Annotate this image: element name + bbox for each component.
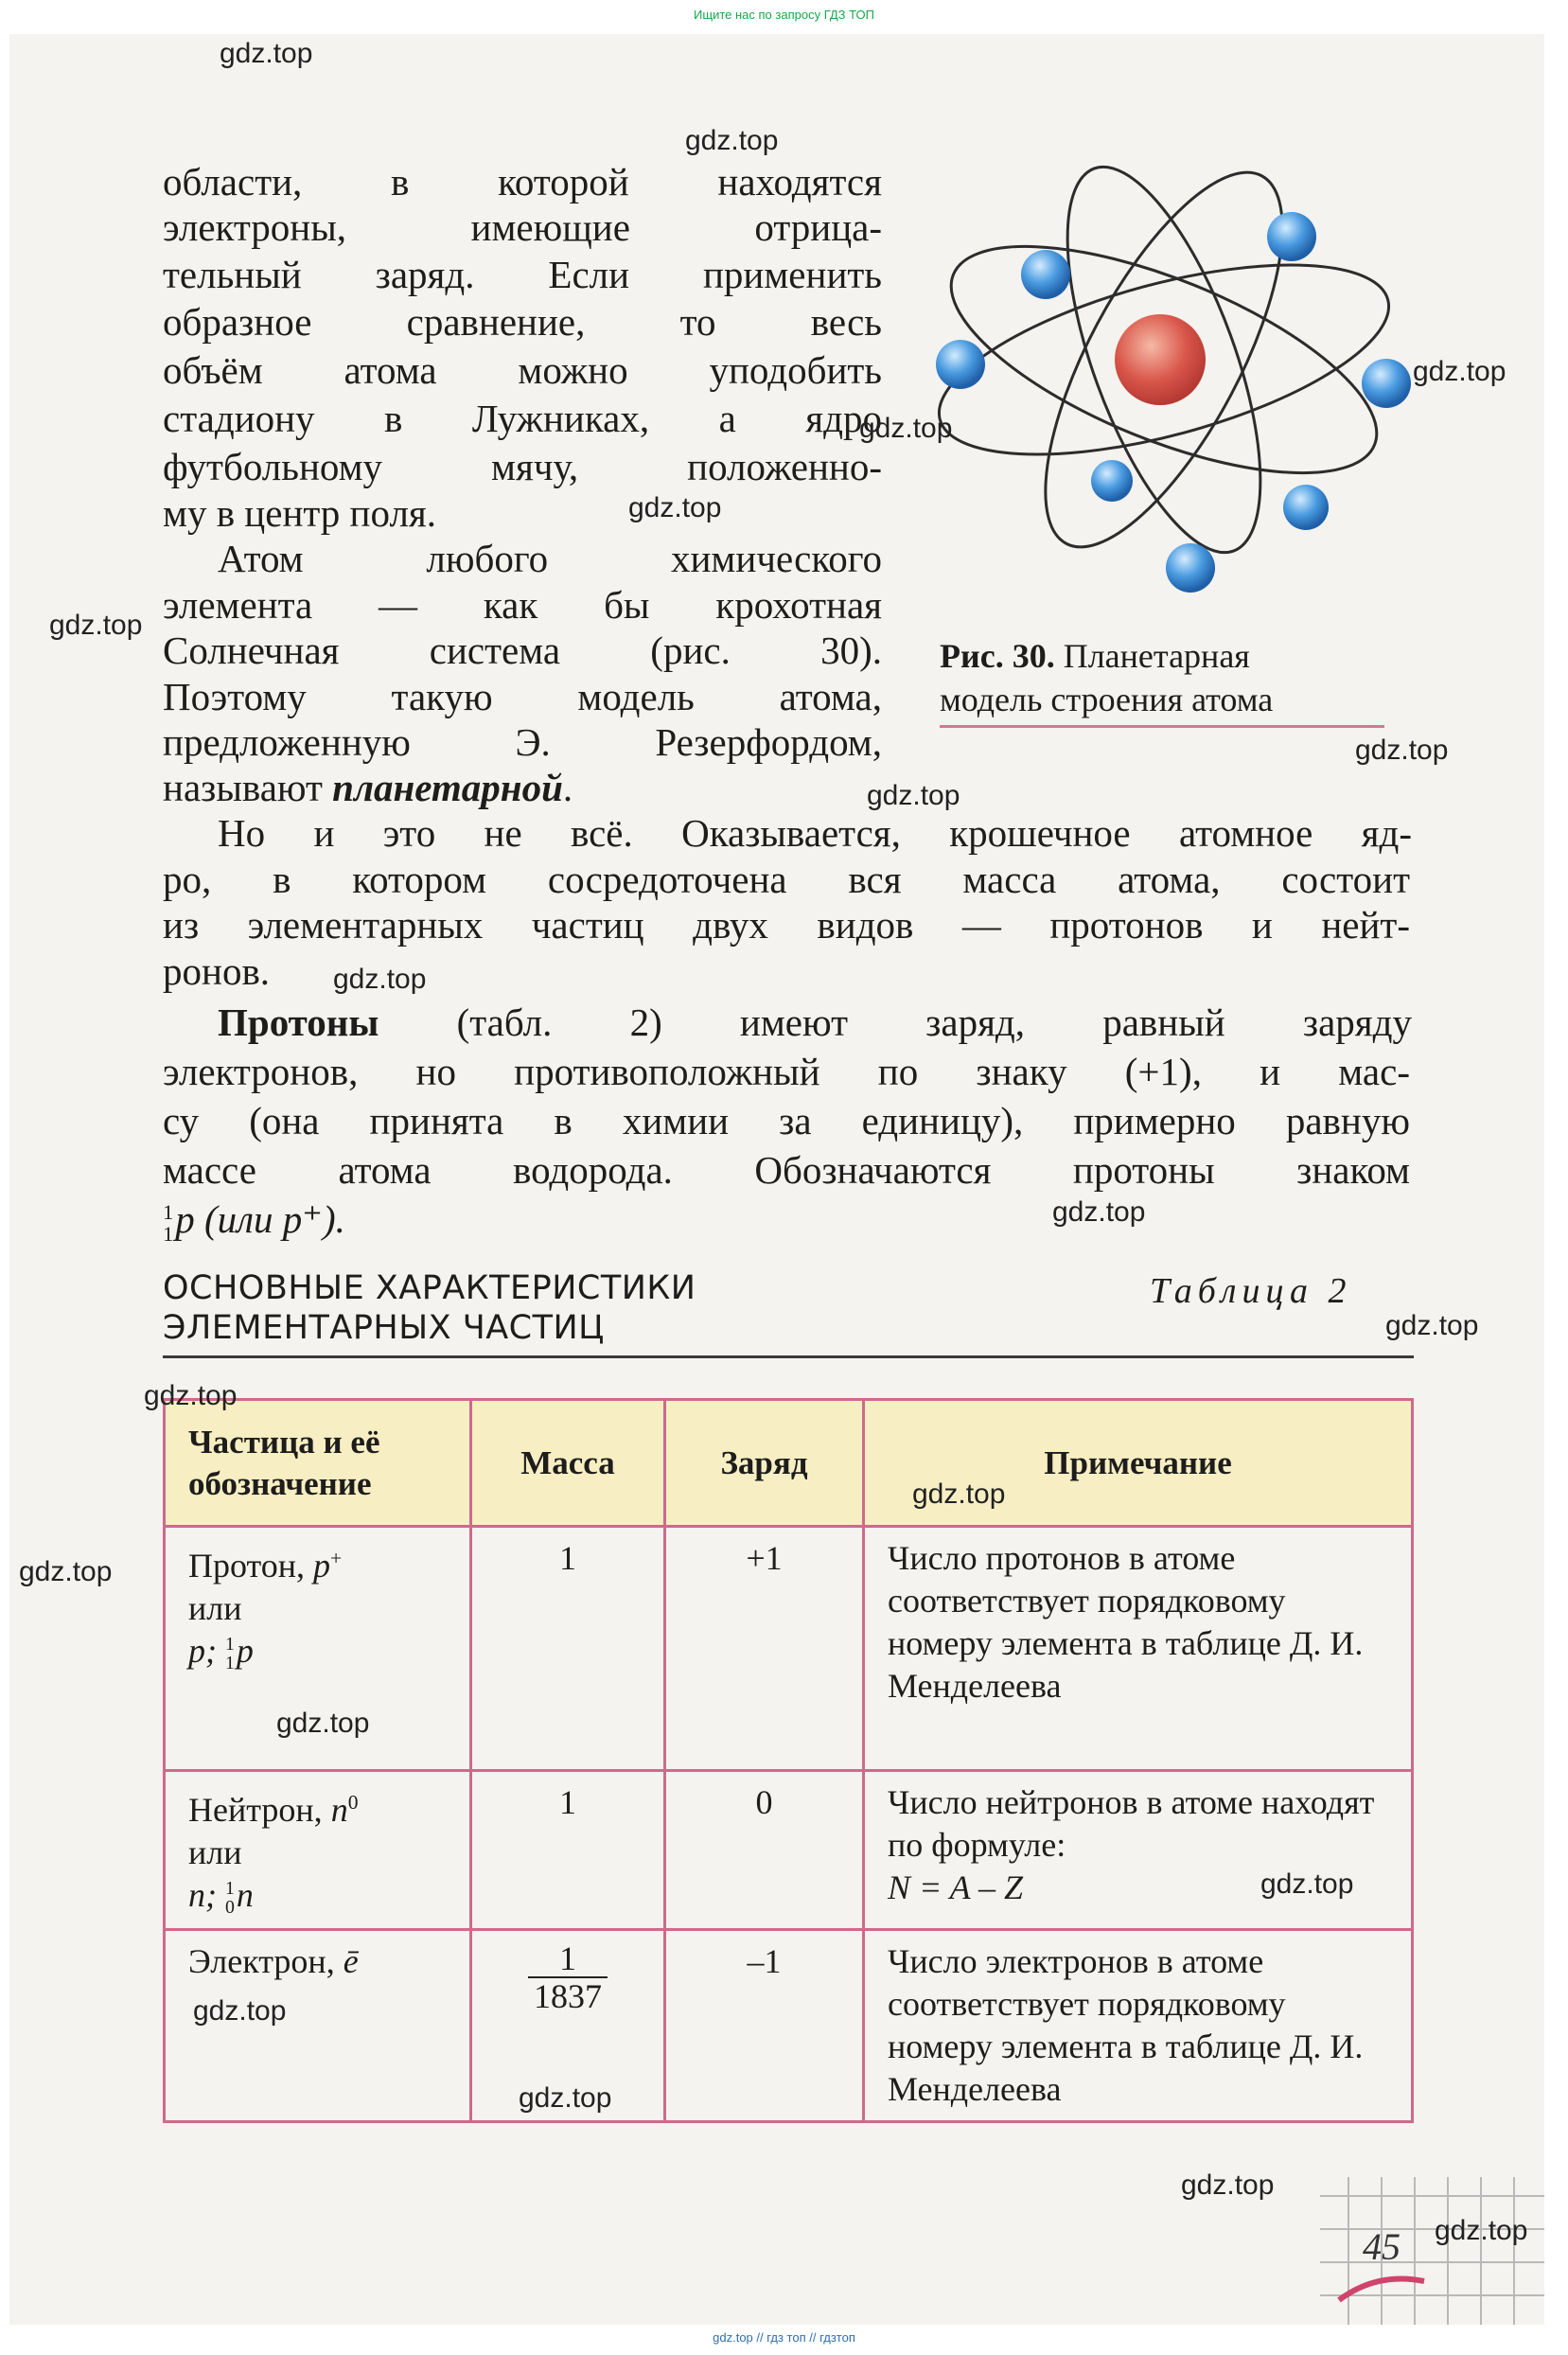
caption-text: Планетарная — [1054, 637, 1250, 675]
text-line: тельный заряд. Если применить — [163, 253, 882, 296]
watermark: gdz.top — [685, 125, 779, 156]
nuclide-index — [225, 1633, 235, 1673]
text-line: Солнечная система (рис. 30). — [163, 629, 882, 672]
text-line: Атом любого химического — [218, 537, 882, 580]
alt-symbol-line — [188, 1630, 447, 1673]
text-line — [218, 1000, 1412, 1046]
watermark: gdz.top — [333, 964, 427, 995]
caption-divider — [940, 725, 1384, 728]
note-cell: Число протонов в атоме соответствует порядковому номеру элемента в таблице Д. И. Менделеева — [864, 1527, 1413, 1771]
watermark: gdz.top — [19, 1556, 113, 1587]
page-corner-grid — [1320, 2177, 1544, 2325]
alt-symbol: p; — [188, 1632, 217, 1670]
watermark: gdz.top — [220, 38, 313, 69]
atom-figure — [927, 142, 1419, 606]
fraction-denominator: 1837 — [534, 1977, 602, 2015]
text-line: Но и это не всё. Оказывается, крошечное атомное яд- — [218, 811, 1412, 855]
note-cell — [864, 1771, 1413, 1930]
text-line: Поэтому такую модель атома, — [163, 675, 882, 718]
mass-number: 1 — [225, 1633, 235, 1655]
header-link[interactable]: Ищите нас по запросу ГДЗ ТОП — [694, 8, 874, 22]
watermark: gdz.top — [1385, 1310, 1479, 1341]
or-text: или — [188, 1589, 242, 1627]
watermark: gdz.top — [1413, 356, 1506, 387]
watermark: gdz.top — [1260, 1868, 1354, 1900]
page-number: 45 — [1363, 2225, 1401, 2268]
mass-number: 1 — [225, 1877, 235, 1899]
particle-symbol: n — [330, 1791, 348, 1829]
particle-symbol: ē — [343, 1942, 359, 1980]
watermark: gdz.top — [867, 780, 960, 811]
charge-cell: –1 — [665, 1930, 864, 2122]
note-text: Число нейтронов в атоме находят по формуле: — [888, 1783, 1375, 1864]
nuclide-symbol: p — [236, 1632, 254, 1670]
footer-link[interactable]: gdz.top // гдз топ // гдзтоп — [713, 2330, 855, 2345]
watermark: gdz.top — [1052, 1196, 1146, 1228]
mass-number: 1 — [163, 1200, 174, 1225]
text-line: из элементарных частиц двух видов — протонов и нейт- — [163, 903, 1410, 947]
emphasized-term: планетарной — [332, 766, 563, 809]
nuclide-index — [225, 1877, 235, 1918]
formula-text: N = A – Z — [888, 1868, 1024, 1906]
column-header: Частица и её обозначение — [165, 1400, 471, 1527]
watermark: gdz.top — [193, 1995, 287, 2027]
text-line: массе атома водорода. Обозначаются протоны знаком — [163, 1148, 1410, 1192]
text-fragment: называют — [163, 766, 333, 809]
caption-line: модель строения атома — [940, 681, 1274, 718]
nuclide-symbol: n — [236, 1876, 254, 1914]
text-line — [163, 765, 882, 811]
figure-label: Рис. 30. — [940, 637, 1055, 675]
note-cell: Число электронов в атоме соответствует порядковому номеру элемента в таблице Д. И. Менделеева — [864, 1930, 1413, 2122]
bold-term: Протоны — [218, 1000, 379, 1044]
watermark: gdz.top — [276, 1708, 370, 1739]
text-fragment: (табл. 2) имеют заряд, равный заряду — [379, 1000, 1412, 1044]
column-header: Заряд — [665, 1400, 864, 1527]
mass-cell: 1 — [471, 1527, 665, 1771]
text-line: электронов, но противоположный по знаку (+1), и мас- — [163, 1050, 1410, 1093]
watermark: gdz.top — [1435, 2215, 1528, 2246]
alt-symbol-line — [188, 1874, 447, 1918]
table-rule — [163, 1355, 1414, 1358]
table-title-line: ОСНОВНЫЕ ХАРАКТЕРИСТИКИ — [163, 1269, 696, 1307]
text-line: образное сравнение, то весь — [163, 300, 882, 344]
text-line: ронов. — [163, 949, 271, 993]
table-row — [165, 1930, 1413, 2122]
table-row — [165, 1771, 1413, 1930]
watermark: gdz.top — [49, 610, 143, 641]
text-fragment: . — [562, 766, 573, 809]
text-line: су (она принята в химии за единицу), примерно равную — [163, 1099, 1410, 1142]
table-caption: Таблица 2 — [1150, 1271, 1352, 1311]
nuclide-index — [163, 1202, 173, 1245]
watermark: gdz.top — [859, 413, 953, 444]
charge-cell: 0 — [665, 1771, 864, 1930]
watermark: gdz.top — [1355, 735, 1449, 766]
atomic-number: 1 — [225, 1652, 235, 1673]
or-text: или — [188, 1833, 242, 1871]
table-title — [163, 1268, 696, 1348]
text-line: ро, в котором сосредоточена вся масса атома, состоит — [163, 858, 1410, 901]
nucleus — [1115, 314, 1206, 405]
mass-fraction — [528, 1940, 608, 2014]
particle-symbol: p — [313, 1547, 331, 1585]
watermark: gdz.top — [519, 2082, 612, 2114]
fraction-numerator: 1 — [528, 1940, 608, 1978]
text-line — [163, 1196, 882, 1245]
figure-caption — [940, 634, 1384, 721]
watermark: gdz.top — [628, 492, 722, 523]
particles-table — [163, 1398, 1414, 2123]
particle-name: Протон, — [188, 1547, 314, 1585]
mass-cell: 1 — [471, 1771, 665, 1930]
text-line: области, в которой находятся — [163, 160, 882, 204]
text-line: объём атома можно уподобить — [163, 348, 882, 392]
column-header: Масса — [471, 1400, 665, 1527]
particle-name-line — [188, 1537, 447, 1587]
particle-sup: + — [330, 1547, 343, 1569]
particle-name: Нейтрон, — [188, 1791, 331, 1829]
particle-sup: 0 — [347, 1791, 359, 1814]
caption-line — [940, 634, 1384, 678]
text-line: стадиону в Лужниках, а ядро — [163, 397, 882, 440]
text-line: предложенную Э. Резерфордом, — [163, 720, 882, 764]
table-header-row — [165, 1400, 1413, 1527]
watermark: gdz.top — [912, 1479, 1006, 1510]
text-line: футбольному мячу, положенно- — [163, 445, 882, 488]
alt-symbol: n; — [188, 1876, 217, 1914]
text-line: му в центр поля. — [163, 491, 437, 535]
particle-name: Электрон, — [188, 1942, 344, 1980]
watermark: gdz.top — [1181, 2169, 1275, 2201]
watermark: gdz.top — [144, 1380, 238, 1411]
column-header: Примечание — [864, 1400, 1413, 1527]
atomic-number: 1 — [163, 1221, 174, 1246]
charge-cell: +1 — [665, 1527, 864, 1771]
proton-symbol-inline: p (или p⁺). — [175, 1197, 345, 1241]
text-line: элемента — как бы крохотная — [163, 583, 882, 627]
text-line: электроны, имеющие отрица- — [163, 205, 882, 249]
table-title-line: ЭЛЕМЕНТАРНЫХ ЧАСТИЦ — [163, 1309, 605, 1347]
particle-cell — [165, 1771, 471, 1930]
particle-name-line — [188, 1781, 447, 1832]
atomic-number: 0 — [225, 1896, 235, 1918]
